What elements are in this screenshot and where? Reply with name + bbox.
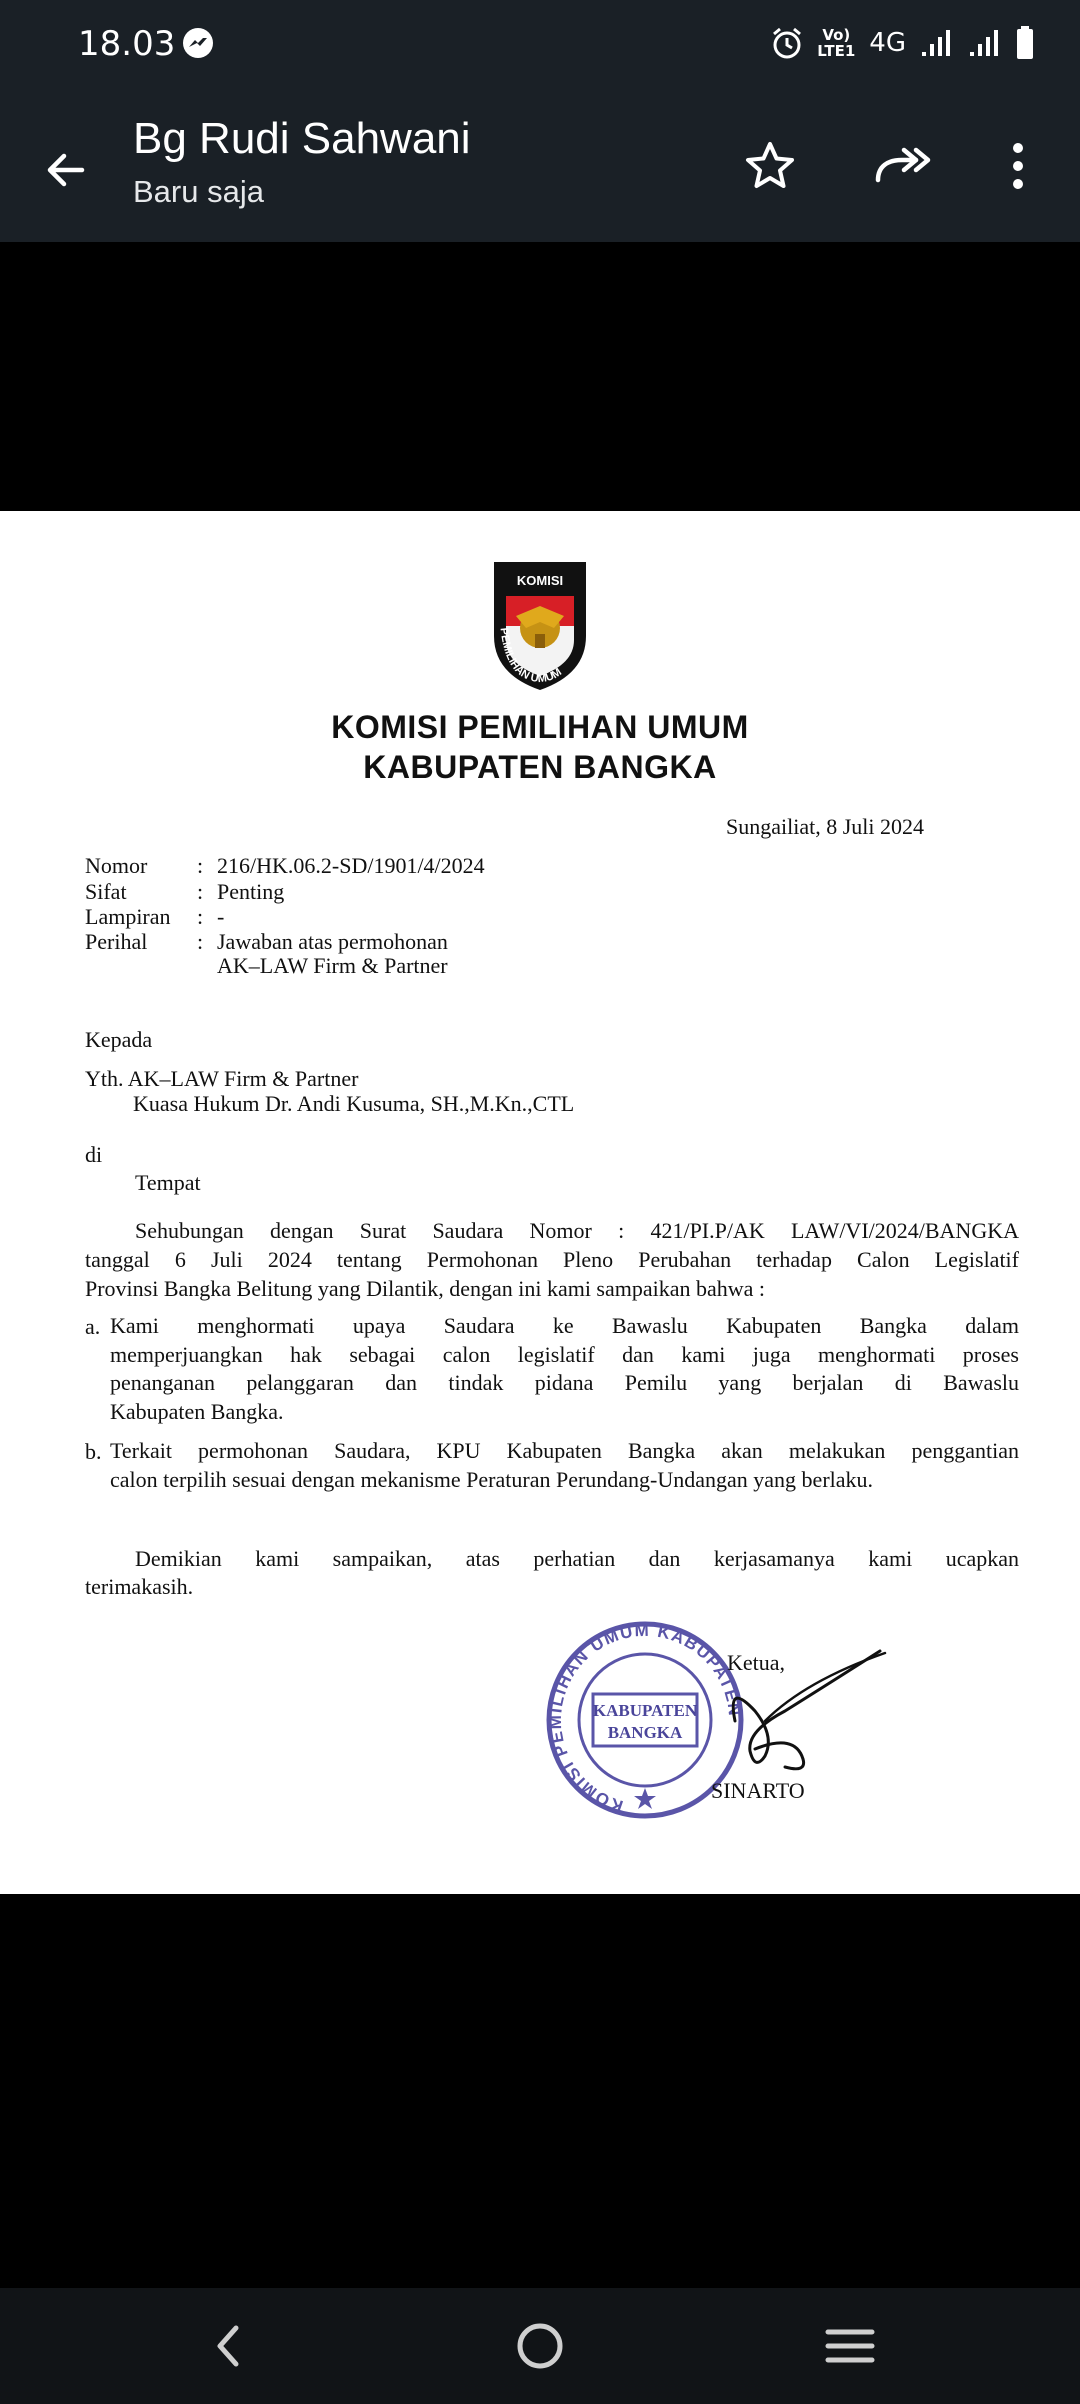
paragraph-line: Sehubungan dengan Surat Saudara Nomor : 421/PI.P/AK LAW/VI/2024/BANGKA: [135, 1218, 1019, 1243]
recipient: Yth. AK–LAW Firm & Partner: [85, 1066, 359, 1091]
item-marker: a.: [85, 1314, 101, 1339]
stamp-center-line2: BANGKA: [607, 1723, 683, 1742]
more-options-button[interactable]: [978, 126, 1058, 206]
status-bar: [0, 0, 1080, 88]
kpu-logo: [480, 556, 600, 694]
item-b-line: Terkait permohonan Saudara, KPU Kabupaten Bangka akan melakukan penggantian: [110, 1438, 1019, 1463]
kepada: Kepada: [85, 1027, 153, 1052]
forward-icon: [872, 142, 932, 190]
paragraph-line: Provinsi Bangka Belitung yang Dilantik, dengan ini kami sampaikan bahwa :: [85, 1276, 766, 1301]
closing-line: Demikian kami sampaikan, atas perhatian dan kerjasamanya kami ucapkan: [135, 1546, 1019, 1571]
status-time: 18.03: [78, 24, 176, 64]
navigation-bar: [0, 2288, 1080, 2404]
di: di: [85, 1142, 103, 1167]
sent-time: Baru saja: [133, 174, 264, 209]
more-vertical-icon: [1011, 142, 1025, 190]
volte-indicator: Vo) LTE1: [817, 26, 856, 60]
chevron-left-icon: [210, 2322, 246, 2370]
messenger-icon: [183, 28, 213, 58]
star-icon: [744, 140, 796, 192]
meta-label: Nomor: [85, 853, 148, 878]
nav-back-button[interactable]: [188, 2314, 268, 2378]
status-icons: [771, 22, 1034, 64]
meta-label: Sifat: [85, 879, 127, 904]
document-image[interactable]: KOMISI PEMILIHAN UMUM KOMISI PEMILIHAN UMUM KABUPATEN BANGKA Sungailiat, 8 Juli 2024 Nomor : 216/HK.06.2-SD/1901/4/2024 Sifat : Penting Lampiran : - Perihal : Jawaban atas permohonan AK–LAW Firm & Partner Kepada Yth. AK–LAW Firm & Partner Kuasa Hukum Dr. Andi Kusuma, SH.,M.Kn.,CTL di Tempat Sehubungan dengan Surat Saudara Nomor : 421/PI.P/AK LAW/VI/2024/BANGKA tanggal 6 Juli 2024 tentang Permohonan Pleno Perubahan terhadap Calon Legislatif Provinsi Bangka Belitung yang Dilantik, dengan ini kami sampaikan bahwa : a. Kami menghormati upaya Saudara ke Bawaslu Kabupaten Bangka dalam memperjuangkan hak sebagai calon legislatif dan kami juga menghormati proses penanganan pelanggaran dan tindak pidana Pemilu yang berjalan di Bawaslu Kabupaten Bangka. b. Terkait permohonan Saudara, KPU Kabupaten Bangka akan melakukan penggantian calon terpilih sesuai dengan mekanisme Peraturan Perundang-Undangan yang berlaku. Demikian kami sampaikan, atas perhatian dan kerjasamanya kami ucapkan terimakasih. KABUPATEN BANGKA KOMISI PEMILIHAN UMUM KABUPATEN Ketua, SINARTO: [0, 511, 1080, 1894]
item-a-line: penanganan pelanggaran dan tindak pidana Pemilu yang berjalan di Bawaslu: [110, 1370, 1019, 1395]
app-bar: [0, 88, 1080, 242]
place-date: Sungailiat, 8 Juli 2024: [726, 814, 924, 839]
meta-value: -: [217, 904, 225, 929]
meta-value: 216/HK.06.2-SD/1901/4/2024: [217, 853, 485, 878]
item-a-line: Kami menghormati upaya Saudara ke Bawaslu Kabupaten Bangka dalam: [110, 1313, 1019, 1338]
network-type: 4G: [869, 28, 906, 58]
signal-icon: [920, 28, 954, 58]
forward-button[interactable]: [862, 126, 942, 206]
meta-value: Jawaban atas permohonan: [217, 929, 448, 954]
meta-label: Perihal: [85, 929, 148, 954]
closing-line: terimakasih.: [85, 1574, 194, 1599]
recents-icon: [824, 2326, 876, 2366]
logo-text-top: KOMISI: [516, 573, 564, 588]
item-marker: b.: [85, 1439, 102, 1464]
signal-icon-2: [968, 28, 1002, 58]
item-b-line: calon terpilih sesuai dengan mekanisme Peraturan Perundang-Undangan yang berlaku.: [110, 1467, 874, 1492]
nav-home-button[interactable]: [500, 2314, 580, 2378]
item-a-line: memperjuangkan hak sebagai calon legislatif dan kami juga menghormati proses: [110, 1342, 1019, 1367]
item-a-line: Kabupaten Bangka.: [110, 1399, 284, 1424]
signer-name: SINARTO: [711, 1778, 805, 1803]
meta-value: Penting: [217, 879, 285, 904]
home-circle-icon: [514, 2320, 566, 2372]
nav-recents-button[interactable]: [810, 2314, 890, 2378]
signature: [725, 1641, 895, 1781]
back-button[interactable]: [30, 134, 102, 206]
tempat: Tempat: [135, 1170, 201, 1195]
meta-label: Lampiran: [85, 904, 171, 929]
stamp-ring-text: KOMISI PEMILIHAN UMUM KABUPATEN: [545, 1620, 745, 1816]
paragraph-line: tanggal 6 Juli 2024 tentang Permohonan Pleno Perubahan terhadap Calon Legislatif: [85, 1247, 1019, 1272]
battery-icon: [1016, 26, 1034, 60]
logo-text-ring: PEMILIHAN UMUM: [497, 627, 564, 686]
star-button[interactable]: [730, 126, 810, 206]
arrow-left-icon: [42, 146, 90, 194]
signer-title: Ketua,: [727, 1650, 786, 1675]
sender-name: Bg Rudi Sahwani: [133, 114, 471, 163]
perihal-line2: AK–LAW Firm & Partner: [217, 953, 448, 978]
alarm-icon: [771, 26, 803, 60]
org-name-line2: KABUPATEN BANGKA: [363, 749, 717, 785]
recipient-counsel: Kuasa Hukum Dr. Andi Kusuma, SH.,M.Kn.,CTL: [133, 1091, 575, 1116]
org-name-line1: KOMISI PEMILIHAN UMUM: [331, 709, 749, 745]
stamp-center-line1: KABUPATEN: [592, 1701, 698, 1720]
